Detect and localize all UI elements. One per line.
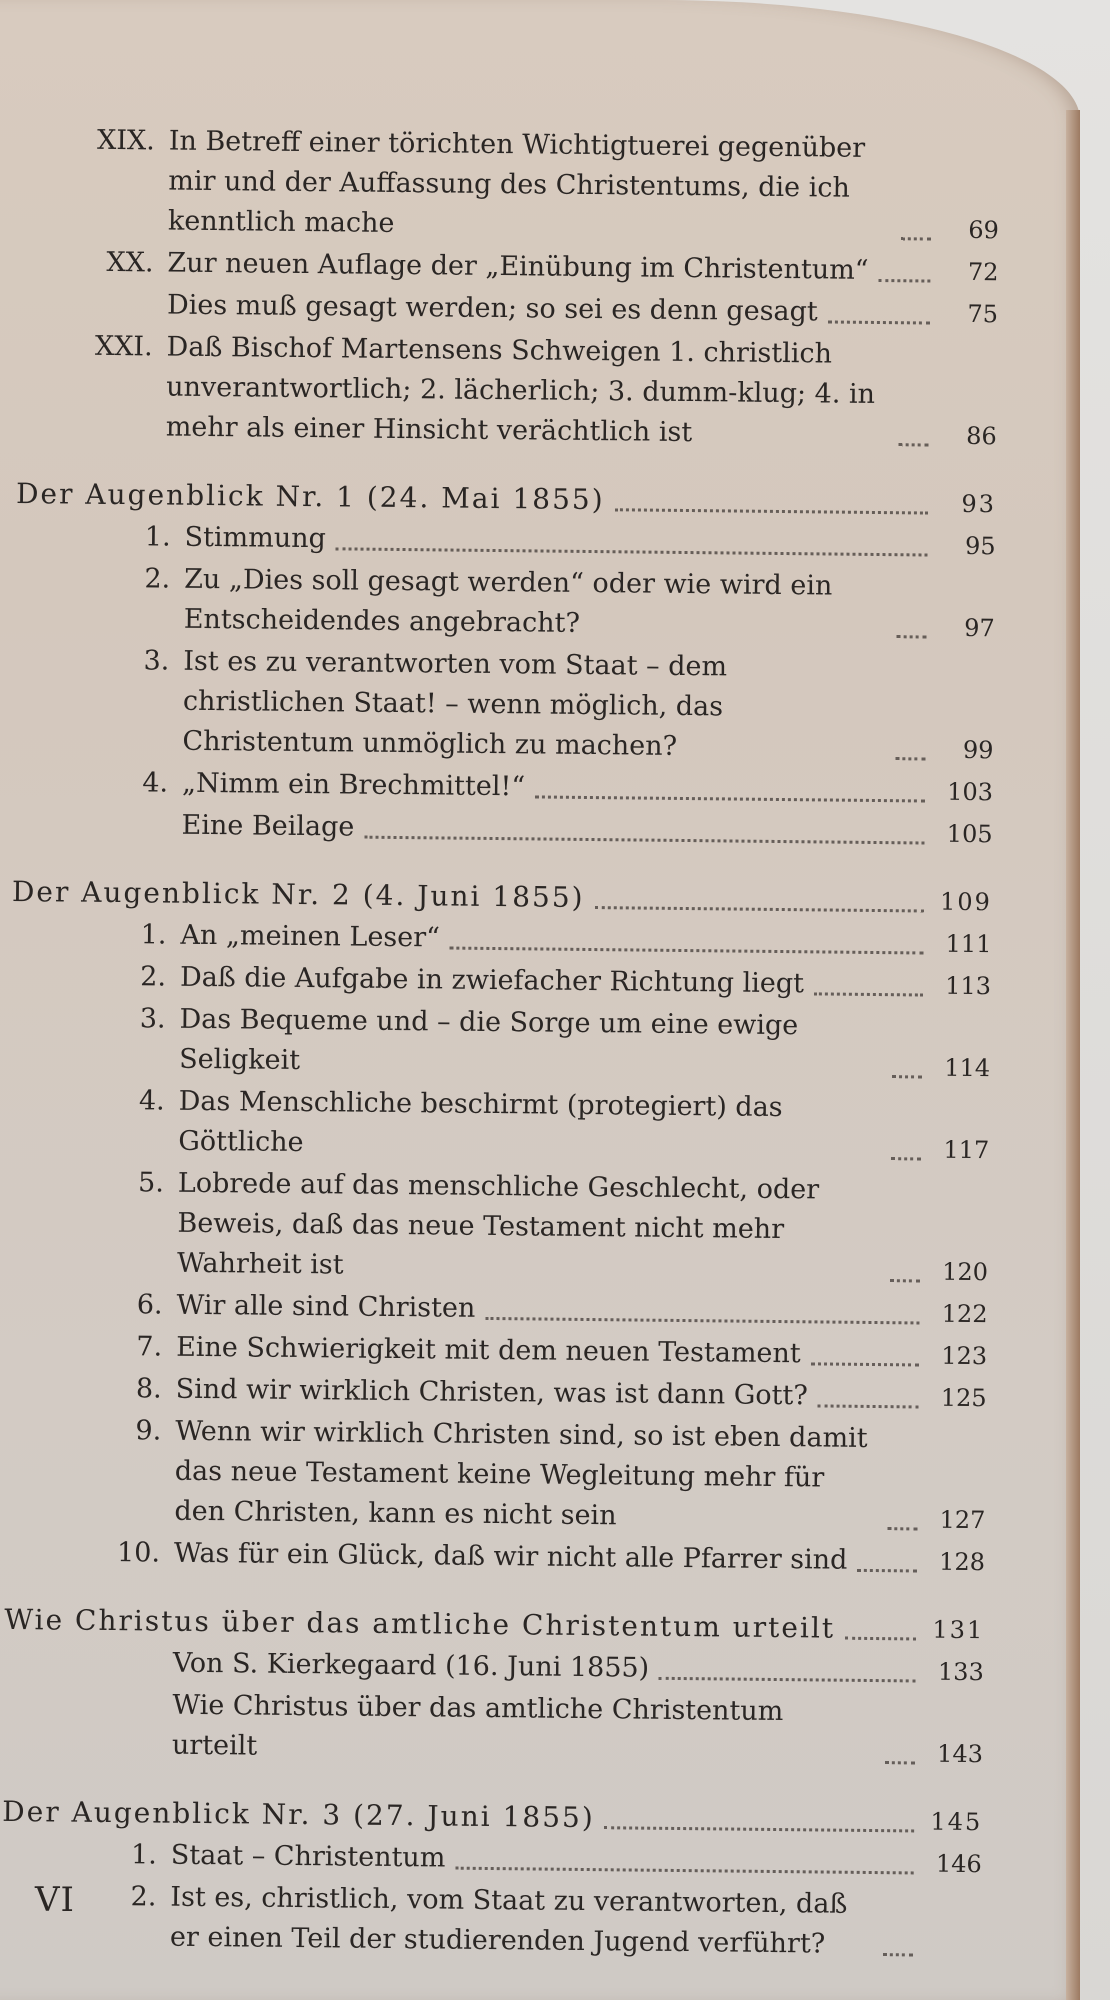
dot-leader (814, 992, 923, 996)
toc-entry (5, 1410, 986, 1540)
dot-leader (890, 1279, 920, 1282)
dot-leader (828, 320, 930, 324)
entry-title: Wenn wir wirklich Christen sind, so ist eben damit das neue Testament keine Wegleitung mehr für den Christen, kann es nicht sein (174, 1415, 868, 1532)
entry-body (182, 764, 993, 812)
entry-title: Was für ein Glück, daß wir nicht alle Pfarrer sind (173, 1537, 848, 1576)
toc-entry (12, 804, 992, 854)
page-number: 123 (941, 1341, 988, 1371)
entry-title: Wir alle sind Christen (176, 1289, 476, 1324)
page-number: 125 (940, 1383, 987, 1413)
dot-leader (659, 1677, 916, 1683)
entry-title: Das Bequeme und – die Sorge um eine ewige Seligkeit (179, 1003, 799, 1076)
dot-leader (364, 836, 924, 845)
page-number: 114 (944, 1053, 991, 1083)
page-number: 75 (967, 299, 999, 329)
page-number: 120 (942, 1257, 989, 1287)
toc-entry (8, 1162, 989, 1292)
table-of-contents (1, 120, 1000, 1968)
page-number: 145 (930, 1807, 983, 1837)
entry-title: Von S. Kierkegaard (16. Juni 1855) (172, 1647, 650, 1684)
entry-number: 5. (137, 1167, 165, 1199)
entry-number: 8. (135, 1373, 162, 1405)
entry-title: Ist es zu verantworten vom Staat – dem christlichen Staat! – wenn möglich, das Christentum unmöglich zu machen? (182, 645, 728, 762)
page-number: 111 (945, 929, 992, 959)
entry-title: Das Menschliche beschirmt (protegiert) das Göttliche (178, 1085, 783, 1159)
entry-title: Wie Christus über das amtliche Christentum urteilt (4, 1602, 836, 1645)
entry-title: Sind wir wirklich Christen, was ist dann Gott? (175, 1373, 808, 1412)
entry-title: Stimmung (184, 521, 327, 555)
toc-entry (17, 326, 998, 456)
entry-number (83, 833, 182, 834)
entry-title: Der Augenblick Nr. 1 (24. Mai 1855) (15, 476, 605, 517)
toc-entry (15, 558, 996, 648)
page-number: 95 (964, 531, 996, 561)
entry-number: 1. (130, 1839, 158, 1871)
dot-leader (878, 279, 930, 283)
entry-body (174, 1534, 985, 1582)
dot-leader (614, 508, 927, 514)
entry-number: XXI. (94, 330, 153, 363)
dot-leader (887, 1527, 917, 1530)
entry-number: 2. (140, 961, 167, 993)
entry-title: Eine Beilage (181, 809, 355, 843)
toc-entry (10, 998, 991, 1088)
entry-title: Staat – Christentum (170, 1839, 446, 1874)
dot-leader (818, 1404, 919, 1408)
entry-title: Daß Bischof Martensens Schweigen 1. christlich unverantwortlich; 2. lächerlich; 3. dumm-klug; 4. in mehr als einer Hinsicht verächtlich ist (165, 331, 876, 449)
entry-number: 1. (140, 919, 167, 951)
entry-title: „Nimm ein Brechmittel!“ (181, 767, 526, 803)
toc-entry (5, 1532, 985, 1582)
page-number: 103 (947, 777, 994, 807)
page-number: 113 (945, 971, 992, 1001)
page-number: 86 (966, 421, 997, 451)
dot-leader (605, 1826, 915, 1832)
entry-body (182, 642, 994, 770)
dot-leader (901, 237, 931, 240)
dot-leader (891, 1157, 921, 1160)
toc-entry (13, 640, 994, 770)
page-number: 117 (943, 1135, 990, 1165)
entry-body (178, 1082, 990, 1170)
toc-entry (9, 1080, 990, 1170)
entry-number: XX. (106, 246, 154, 279)
dot-leader (845, 1637, 916, 1641)
entry-body (173, 1644, 984, 1692)
entry-number: XIX. (96, 124, 155, 157)
page-number: 105 (946, 819, 993, 849)
page-number: 133 (937, 1657, 984, 1687)
entry-number: 6. (136, 1289, 163, 1321)
dot-leader (892, 1075, 922, 1078)
entry-body (167, 244, 998, 293)
page-edge (1066, 110, 1080, 2000)
entry-title: Der Augenblick Nr. 2 (4. Juni 1855) (11, 874, 585, 914)
page-number (921, 1966, 981, 1967)
page-number: 146 (935, 1849, 982, 1879)
entry-title: In Betreff einer törichten Wichtigtuerei gegenüber mir und der Auffassung des Christentums, die ich kenntlich mache (167, 125, 866, 239)
toc-entry (1, 1876, 982, 1966)
page-number: 143 (936, 1739, 984, 1769)
page-number: 128 (938, 1547, 986, 1577)
toc-entry (3, 1684, 984, 1774)
entry-title: Der Augenblick Nr. 3 (27. Juni 1855) (2, 1794, 595, 1835)
entry-body (170, 1878, 982, 1966)
dot-leader (811, 1362, 919, 1366)
entry-number: 4. (142, 767, 169, 799)
entry-title: Lobrede auf das menschliche Geschlecht, oder Beweis, daß das neue Testament nicht mehr Wahrheit ist (176, 1167, 820, 1281)
entry-number: 1. (144, 521, 171, 553)
entry-body (177, 1164, 989, 1292)
dot-leader (885, 1761, 915, 1764)
entry-body (176, 1328, 987, 1376)
entry-body (181, 806, 992, 854)
dot-leader (895, 757, 925, 760)
entry-body (174, 1412, 986, 1540)
entry-number: 2. (144, 563, 171, 595)
dot-leader (897, 635, 927, 638)
dot-leader (594, 906, 923, 912)
page-number: 93 (961, 489, 997, 519)
entry-title: Eine Schwierigkeit mit dem neuen Testament (175, 1331, 801, 1370)
entry-title: Zu „Dies soll gesagt werden“ oder wie wird ein Entscheidendes angebracht? (183, 563, 833, 639)
entry-body (168, 122, 1000, 251)
entry-number: 3. (143, 645, 170, 677)
entry-body (166, 328, 998, 457)
entry-body (176, 1286, 987, 1334)
dot-leader (336, 547, 928, 556)
page-number: 72 (967, 257, 999, 287)
page-folio: VI (35, 1880, 75, 1920)
dot-leader (535, 795, 925, 802)
entry-body (176, 1370, 987, 1418)
entry-number: 7. (136, 1331, 163, 1363)
page-number: 109 (939, 887, 993, 917)
entry-body (180, 958, 991, 1006)
entry-body (167, 286, 998, 335)
entry-number (74, 1671, 173, 1672)
dot-leader (857, 1569, 917, 1573)
dot-leader (883, 1953, 913, 1956)
entry-title: Daß die Aufgabe in zwiefacher Richtung liegt (179, 961, 805, 1000)
entry-body (172, 1686, 984, 1774)
entry-title: An „meinen Leser“ (180, 919, 441, 954)
entry-body (179, 1000, 991, 1088)
entry-number: 4. (138, 1085, 165, 1117)
page-number: 122 (941, 1299, 988, 1329)
dot-leader (899, 443, 929, 446)
page-number: 97 (964, 613, 995, 643)
entry-title: Dies muß gesagt werden; so sei es denn gesagt (166, 289, 818, 328)
entry-title: Zur neuen Auflage der „Einübung im Christentum“ (167, 247, 869, 286)
toc-entry (19, 120, 1000, 250)
dot-leader (450, 947, 924, 955)
entry-number: 9. (135, 1415, 162, 1447)
page-number: 131 (932, 1615, 985, 1645)
page-number: 99 (962, 735, 994, 765)
entry-body (171, 1836, 982, 1884)
entry-body (184, 518, 995, 566)
page-number: 69 (968, 215, 1000, 245)
entry-body (184, 560, 996, 648)
entry-number (18, 312, 167, 314)
dot-leader (485, 1317, 919, 1325)
entry-number: 2. (130, 1881, 157, 1913)
dot-leader (455, 1867, 913, 1875)
entry-title: Ist es, christlich, vom Staat zu verantworten, daß er einen Teil der studierenden Jugend verführt? (169, 1881, 848, 1960)
entry-number (73, 1713, 172, 1714)
entry-number: 10. (116, 1537, 161, 1569)
page-number: 127 (939, 1505, 986, 1535)
entry-body (180, 916, 991, 964)
entry-title: Wie Christus über das amtliche Christentum urteilt (171, 1689, 784, 1762)
entry-number: 3. (139, 1003, 166, 1035)
